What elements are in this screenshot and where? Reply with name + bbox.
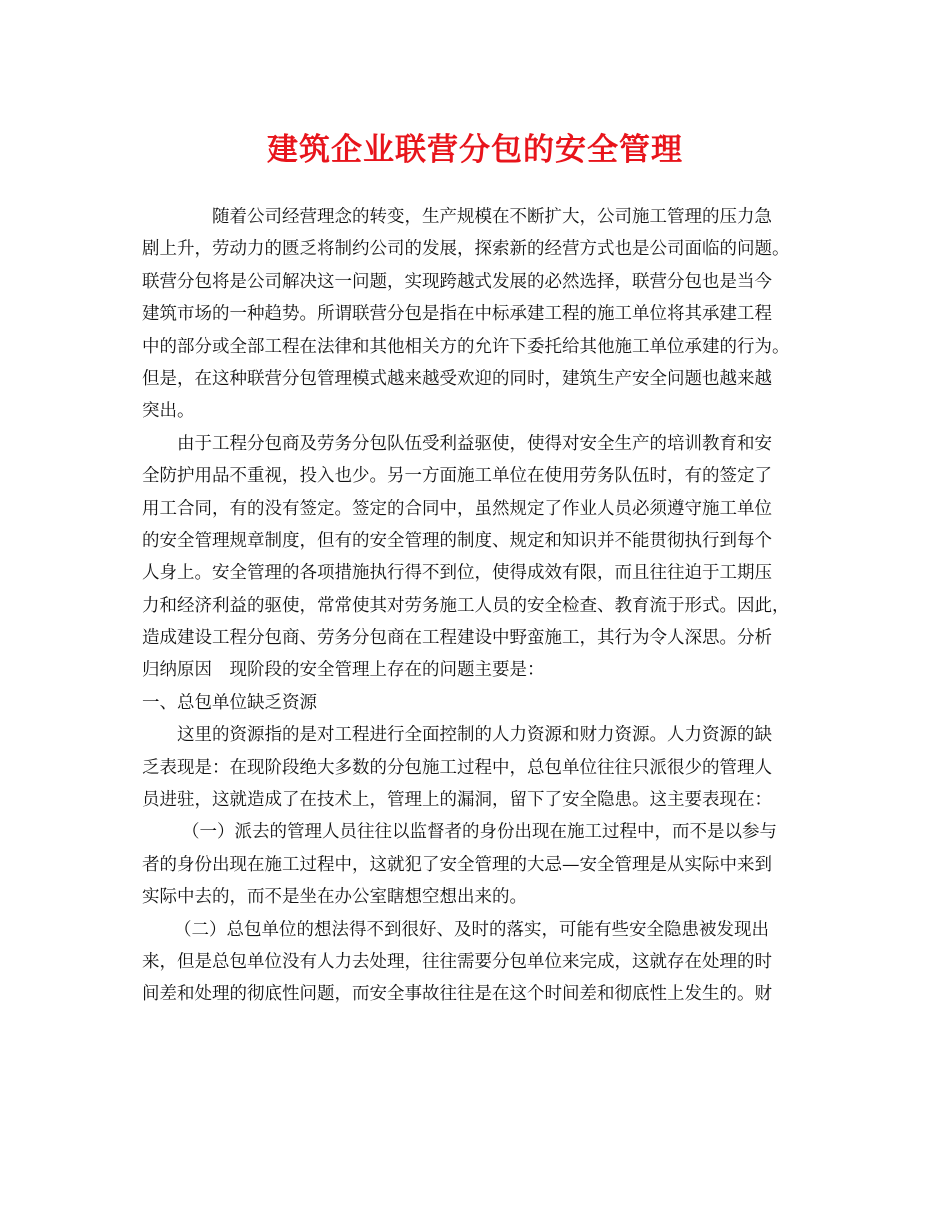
paragraph-item-2: [142, 914, 826, 1011]
text-line: （二）总包单位的想法得不到很好、及时的落实，可能有些安全隐患被发现出: [174, 919, 769, 940]
text-line: 间差和处理的彻底性问题，而安全事故往往是在这个时间差和彻底性上发生的。财: [142, 984, 772, 1005]
paragraph-intro: [142, 201, 826, 428]
text-line: 造成建设工程分包商、劳务分包商在工程建设中野蛮施工，其行为令人深思。分析: [142, 628, 772, 649]
text-line: 来，但是总包单位没有人力去处理，往往需要分包单位来完成，这就存在处理的时: [142, 951, 772, 972]
text-line: 归纳原因 现阶段的安全管理上存在的问题主要是：: [142, 660, 545, 681]
text-line: （一）派去的管理人员往往以监督者的身份出现在施工过程中，而不是以参与: [182, 822, 777, 843]
text-line: 乏表现是：在现阶段绝大多数的分包施工过程中，总包单位往往只派很少的管理人: [142, 757, 772, 778]
text-line: 由于工程分包商及劳务分包队伍受利益驱使，使得对安全生产的培训教育和安: [177, 433, 772, 454]
paragraph-item-1: [142, 816, 826, 913]
text-line: 剧上升，劳动力的匮乏将制约公司的发展，探索新的经营方式也是公司面临的问题。: [142, 239, 790, 260]
text-line: 这里的资源指的是对工程进行全面控制的人力资源和财力资源。人力资源的缺: [177, 725, 772, 746]
document-body: [142, 201, 826, 1011]
text-line: 力和经济利益的驱使，常常使其对劳务施工人员的安全检查、教育流于形式。因此，: [142, 595, 790, 616]
text-line: 者的身份出现在施工过程中，这就犯了安全管理的大忌—安全管理是从实际中来到: [142, 854, 772, 875]
text-line: 用工合同，有的没有签定。签定的合同中，虽然规定了作业人员必须遵守施工单位: [142, 498, 772, 519]
paragraph-reasons: [142, 428, 826, 687]
heading-line: 一、总包单位缺乏资源: [142, 692, 317, 713]
text-line: 人身上。安全管理的各项措施执行得不到位，使得成效有限，而且往往迫于工期压: [142, 563, 772, 584]
text-line: 但是，在这种联营分包管理模式越来越受欢迎的同时，建筑生产安全问题也越来越: [142, 368, 772, 389]
text-line: 的安全管理规章制度，但有的安全管理的制度、规定和知识并不能贯彻执行到每个: [142, 530, 772, 551]
text-line: 实际中去的，而不是坐在办公室瞎想空想出来的。: [142, 887, 527, 908]
text-line: 突出。: [142, 401, 195, 422]
text-line: 中的部分或全部工程在法律和其他相关方的允许下委托给其他施工单位承建的行为。: [142, 336, 790, 357]
text-line: 随着公司经营理念的转变，生产规模在不断扩大，公司施工管理的压力急: [212, 207, 772, 227]
section-heading: [142, 687, 826, 719]
document-title: 建筑企业联营分包的安全管理: [267, 132, 683, 168]
paragraph-resources: [142, 719, 826, 816]
text-line: 建筑市场的一种趋势。所谓联营分包是指在中标承建工程的施工单位将其承建工程: [142, 304, 772, 325]
text-line: 全防护用品不重视，投入也少。另一方面施工单位在使用劳务队伍时，有的签定了: [142, 466, 772, 487]
text-line: 联营分包将是公司解决这一问题，实现跨越式发展的必然选择，联营分包也是当今: [142, 271, 772, 292]
text-line: 员进驻，这就造成了在技术上，管理上的漏洞，留下了安全隐患。这主要表现在：: [142, 790, 772, 811]
